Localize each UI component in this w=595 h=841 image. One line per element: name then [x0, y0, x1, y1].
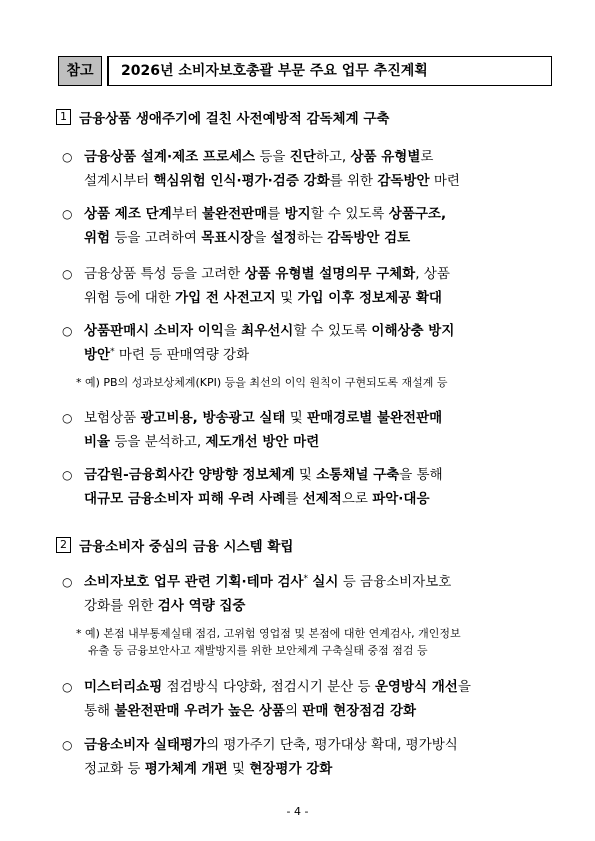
- text-segment: 및: [275, 290, 298, 306]
- text-segment: 감독방안 검토: [327, 230, 411, 246]
- item-line: [84, 733, 542, 757]
- text-segment: 강화를 위한: [84, 598, 158, 614]
- text-segment: 를 위한: [329, 173, 378, 189]
- text-segment: 및: [227, 761, 250, 777]
- item-line: [84, 262, 542, 286]
- bullet-icon: ○: [62, 680, 73, 694]
- text-segment: 정교화 등: [84, 761, 145, 777]
- text-segment: 의: [284, 703, 303, 719]
- item-line: [84, 463, 542, 487]
- text-segment: 하는: [296, 230, 328, 246]
- bullet-icon: ○: [62, 324, 73, 338]
- text-segment: 부터: [171, 206, 203, 222]
- document-title: 2026년 소비자보호총괄 부문 주요 업무 추진계획: [107, 56, 552, 86]
- text-segment: 판매경로별 불완전판매: [307, 410, 443, 426]
- list-item: [62, 262, 542, 310]
- text-segment: 마련: [429, 173, 460, 189]
- text-segment: 미스터리쇼핑: [84, 679, 163, 695]
- text-segment: 을: [253, 230, 271, 246]
- text-segment: 을: [457, 679, 471, 695]
- text-segment: 할 수 있도록: [293, 323, 372, 339]
- section-heading: [56, 107, 389, 127]
- text-segment: 를: [285, 491, 303, 507]
- item-line: [84, 343, 542, 367]
- item-line: [84, 570, 542, 594]
- list-item: [62, 570, 542, 618]
- text-segment: 평가체계 개편: [144, 761, 228, 777]
- document-header: [58, 56, 552, 86]
- text-segment: 금융소비자 실태평가: [84, 737, 207, 753]
- text-segment: 광고비용, 방송광고 실태: [140, 410, 286, 426]
- reference-tag: 참고: [58, 56, 102, 86]
- section-number: 1: [56, 109, 71, 125]
- item-line: [84, 406, 542, 430]
- footnote: [76, 374, 546, 391]
- item-line: [84, 699, 542, 723]
- text-segment: 보험상품: [84, 410, 141, 426]
- bullet-icon: ○: [62, 150, 73, 164]
- bullet-icon: ○: [62, 267, 73, 281]
- text-segment: 현장평가 강화: [249, 761, 333, 777]
- text-segment: 금융상품 특성 등을 고려한: [84, 266, 245, 282]
- bullet-icon: ○: [62, 207, 73, 221]
- text-segment: 및: [294, 467, 317, 483]
- footnote-marker: *: [303, 574, 309, 584]
- text-segment: 핵심위험 인식·평가·검증 강화: [153, 173, 330, 189]
- item-line: [84, 594, 542, 618]
- section-title: 금융상품 생애주기에 걸친 사전예방적 감독체계 구축: [79, 111, 390, 127]
- item-line: [84, 169, 542, 193]
- footnote-line: 유출 등 금융보안사고 재발방지를 위한 보안체계 구축실태 중점 점검 등: [88, 644, 428, 657]
- text-segment: 할 수 있도록: [310, 206, 389, 222]
- text-segment: 검사 역량 집중: [157, 598, 246, 614]
- list-item: [62, 406, 542, 454]
- text-segment: 최우선시: [241, 323, 294, 339]
- section-number: 2: [56, 537, 71, 553]
- bullet-icon: ○: [62, 575, 73, 589]
- text-segment: 등 금융소비자보호: [338, 574, 452, 590]
- text-segment: 설계시부터: [84, 173, 154, 189]
- text-segment: 을: [223, 323, 242, 339]
- list-item: [62, 463, 542, 511]
- text-segment: 으로: [341, 491, 373, 507]
- text-segment: 상품판매시 소비자 이익: [84, 323, 224, 339]
- item-line: [84, 286, 542, 310]
- text-segment: 소통채널 구축: [316, 467, 400, 483]
- text-segment: 방안: [84, 347, 111, 363]
- text-segment: 위험: [84, 230, 111, 246]
- item-line: [84, 319, 542, 343]
- text-segment: 금융상품 설계·제조 프로세스: [84, 149, 256, 165]
- text-segment: 실시: [312, 574, 339, 590]
- text-segment: 위험 등에 대한: [84, 290, 176, 306]
- item-line: [84, 145, 542, 169]
- text-segment: 운영방식 개선: [374, 679, 458, 695]
- text-segment: 목표시장: [201, 230, 254, 246]
- text-segment: 비율: [84, 434, 111, 450]
- bullet-icon: ○: [62, 468, 73, 482]
- text-segment: 로: [420, 149, 434, 165]
- text-segment: 등을 분석하고,: [110, 434, 206, 450]
- footnote-line: * 예) PB의 성과보상체계(KPI) 등을 최선의 이익 원칙이 구현되도록 재설계 등: [76, 376, 448, 389]
- text-segment: 상품구조,: [388, 206, 447, 222]
- footnote: [76, 625, 546, 659]
- section-title: 금융소비자 중심의 금융 시스템 확립: [79, 539, 294, 555]
- text-segment: 이해상충 방지: [371, 323, 455, 339]
- text-segment: 통해: [84, 703, 115, 719]
- list-item: [62, 675, 542, 723]
- item-line: [84, 430, 542, 454]
- text-segment: 판매 현장점검 강화: [302, 703, 417, 719]
- bullet-icon: ○: [62, 738, 73, 752]
- text-segment: 제도개선 방안 마련: [205, 434, 320, 450]
- footnote-marker: *: [110, 347, 115, 357]
- text-segment: 및: [285, 410, 308, 426]
- text-segment: 의 평가주기 단축, 평가대상 확대, 평가방식: [206, 737, 458, 753]
- text-segment: 소비자보호 업무 관련 기획·테마 검사: [84, 574, 304, 590]
- list-item: [62, 145, 542, 193]
- text-segment: 감독방안: [377, 173, 430, 189]
- text-segment: 가입 전 사전고지: [175, 290, 276, 306]
- item-line: [84, 757, 542, 781]
- item-line: [84, 202, 542, 226]
- text-segment: 등을 고려하여: [110, 230, 202, 246]
- text-segment: 마련 등 판매역량 강화: [114, 347, 250, 363]
- text-segment: 상품 유형별: [350, 149, 421, 165]
- text-segment: 상품 제조 단계: [84, 206, 172, 222]
- footnote-line: * 예) 본점 내부통제실태 점검, 고위험 영업점 및 본점에 대한 연계검사, 개인정보: [76, 627, 461, 640]
- text-segment: 진단: [289, 149, 316, 165]
- page-number: - 4 -: [286, 805, 309, 818]
- text-segment: , 상품: [415, 266, 450, 282]
- text-segment: 설정: [270, 230, 297, 246]
- text-segment: 방지: [284, 206, 311, 222]
- text-segment: 하고,: [315, 149, 351, 165]
- text-segment: 을 통해: [399, 467, 443, 483]
- text-segment: 불완전판매: [202, 206, 268, 222]
- list-item: [62, 319, 542, 367]
- text-segment: 대규모 금융소비자 피해 우려 사례: [84, 491, 286, 507]
- text-segment: 파악·대응: [372, 491, 430, 507]
- text-segment: 불완전판매 우려가 높은 상품: [114, 703, 285, 719]
- item-line: [84, 487, 542, 511]
- text-segment: 상품 유형별 설명의무 구체화: [244, 266, 416, 282]
- text-segment: 점검방식 다양화, 점검시기 분산 등: [162, 679, 375, 695]
- item-line: [84, 226, 542, 250]
- list-item: [62, 202, 542, 250]
- text-segment: 를: [267, 206, 285, 222]
- text-segment: 등을: [255, 149, 290, 165]
- text-segment: 가입 이후 정보제공 확대: [297, 290, 442, 306]
- text-segment: 금감원-금융회사간 양방향 정보체계: [84, 467, 295, 483]
- section-heading: [56, 535, 293, 555]
- list-item: [62, 733, 542, 781]
- text-segment: 선제적: [302, 491, 342, 507]
- item-line: [84, 675, 542, 699]
- bullet-icon: ○: [62, 411, 73, 425]
